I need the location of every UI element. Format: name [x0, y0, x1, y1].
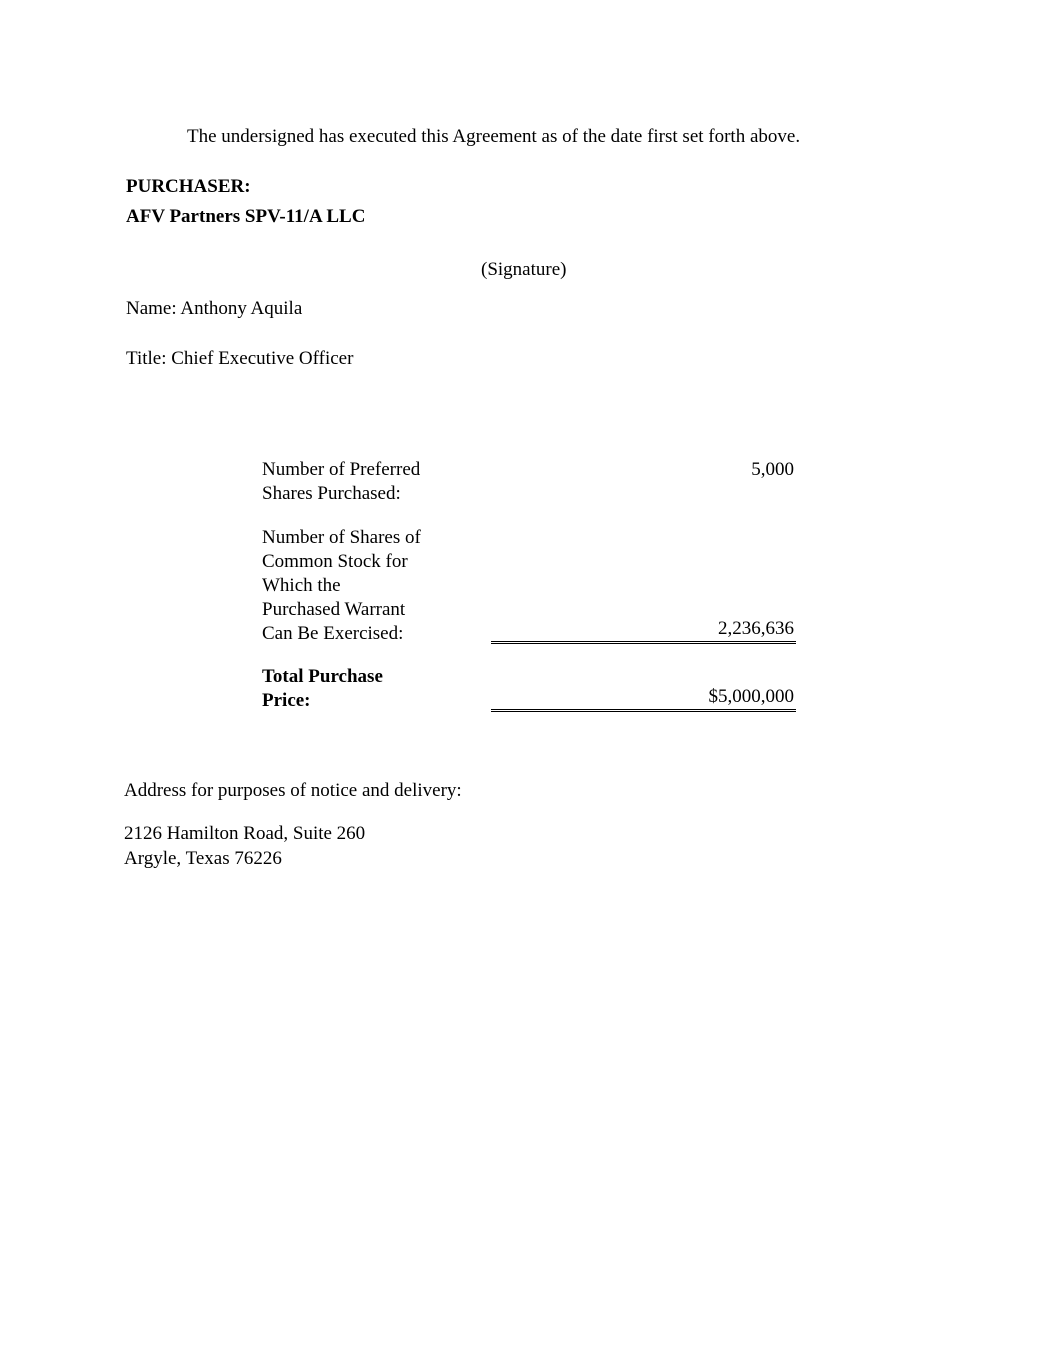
address-heading: Address for purposes of notice and delivery: — [124, 780, 462, 801]
signature-caption: (Signature) — [481, 259, 567, 280]
total-price-label: Total Purchase Price: — [262, 666, 383, 711]
preferred-shares-label: Number of Preferred Shares Purchased: — [262, 459, 421, 504]
preferred-shares-value: 5,000 — [751, 459, 794, 480]
address-line-1: 2126 Hamilton Road, Suite 260 — [124, 823, 366, 844]
address-line-2: Argyle, Texas 76226 — [124, 848, 282, 869]
total-price-value: $5,000,000 — [708, 686, 794, 707]
double-underline — [491, 641, 796, 644]
purchaser-heading: PURCHASER: — [126, 176, 251, 197]
signatory-title: Title: Chief Executive Officer — [126, 348, 354, 369]
double-underline — [491, 709, 796, 712]
execution-statement: The undersigned has executed this Agreement as of the date first set forth above. — [187, 126, 801, 147]
purchaser-entity: AFV Partners SPV-11/A LLC — [126, 206, 366, 227]
warrant-shares-value: 2,236,636 — [718, 618, 794, 639]
signatory-name: Name: Anthony Aquila — [126, 298, 303, 319]
warrant-shares-label: Number of Shares of Common Stock for Which the Purchased Warrant Can Be Exercised: — [262, 527, 421, 644]
